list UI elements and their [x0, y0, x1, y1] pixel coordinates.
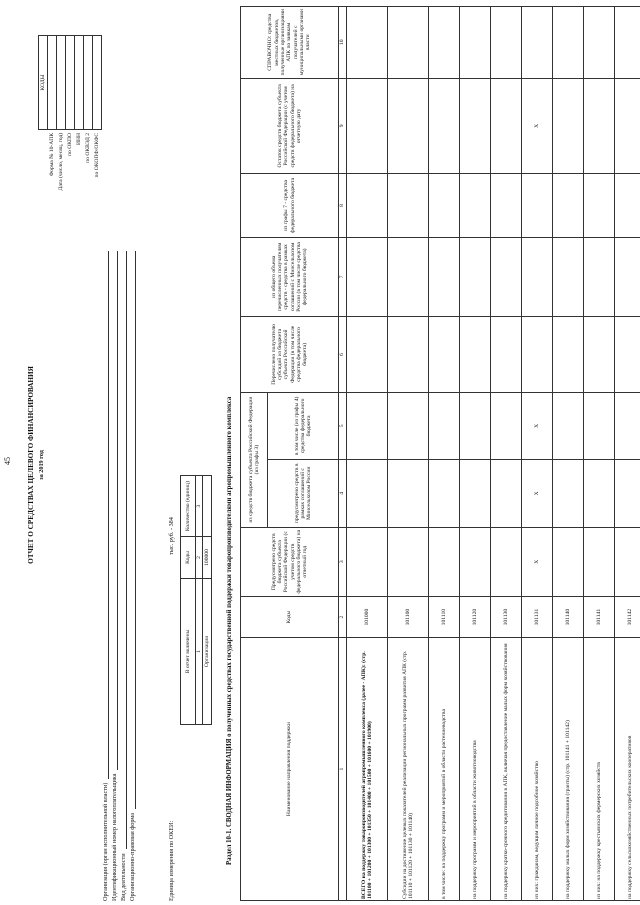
row-col7[interactable] — [388, 237, 429, 317]
org-field-label: Идентификационный номер налогоплательщика — [111, 773, 118, 901]
row-code: 101120 — [460, 596, 491, 637]
column-number: 10 — [339, 7, 347, 79]
row-col8[interactable] — [615, 174, 640, 237]
row-col8[interactable] — [429, 174, 460, 237]
row-col9[interactable] — [615, 78, 640, 174]
codes-row-label: по ОКВЭД 2 — [84, 132, 91, 163]
column-number: 3 — [339, 527, 347, 596]
small-table-num-2: 2 — [196, 537, 203, 579]
row-col5[interactable] — [429, 392, 460, 459]
org-field-label: Вид деятельности — [120, 853, 127, 901]
column-number: 9 — [339, 78, 347, 174]
row-col8[interactable] — [460, 174, 491, 237]
codes-box — [38, 35, 102, 245]
codes-row — [48, 36, 57, 246]
small-table-row-value — [203, 476, 212, 537]
table-row — [347, 7, 388, 901]
row-col8[interactable] — [522, 174, 553, 237]
row-col6[interactable] — [429, 317, 460, 393]
row-code: 101140 — [553, 596, 584, 637]
header-codes: Коды — [241, 596, 339, 637]
row-col4[interactable]: Х — [522, 460, 553, 527]
org-field-row — [127, 251, 136, 901]
column-number: 4 — [339, 460, 347, 527]
column-number: 5 — [339, 392, 347, 459]
row-col8[interactable] — [388, 174, 429, 237]
row-col9[interactable]: Х — [522, 78, 553, 174]
codes-row-value[interactable] — [84, 36, 93, 130]
column-number-row — [339, 7, 347, 901]
small-table-header-1: В отчет включены — [181, 578, 196, 724]
row-col8[interactable] — [491, 174, 522, 237]
codes-row-value[interactable] — [66, 36, 75, 130]
row-col7[interactable] — [491, 237, 522, 317]
row-col5[interactable] — [347, 392, 388, 459]
row-col10[interactable] — [460, 7, 491, 79]
org-field-input-line[interactable] — [110, 251, 118, 770]
table-row — [460, 7, 491, 901]
row-col7[interactable] — [615, 237, 640, 317]
row-name: на поддержку кратко-срочного кредитования в АПК, включая предоставление малых форм хозяйствования — [491, 638, 522, 901]
header-col7: из общего объема перечисленных получателям средств - средства в рамках соглашений с Минсельхозом России (в том числе средства федерального бюджета) — [241, 237, 339, 317]
org-field-input-line[interactable] — [101, 251, 109, 779]
row-col10[interactable] — [388, 7, 429, 79]
codes-row — [57, 36, 66, 246]
row-col10[interactable] — [615, 7, 640, 79]
row-col8[interactable] — [584, 174, 615, 237]
codes-row-value[interactable] — [57, 36, 66, 130]
header-direction: Наименование направления поддержки — [241, 638, 339, 901]
codes-row-label: Форма № 10-АПК — [48, 132, 55, 177]
org-field-row — [109, 251, 118, 901]
table-row — [553, 7, 584, 901]
header-group-col3: из средств бюджета субъекта Российской Федерации (из графы 3) — [241, 392, 268, 527]
row-col6[interactable] — [347, 317, 388, 393]
table-row — [615, 7, 640, 901]
header-col4: предусмотрено средств в рамках соглашений с Минсельхозом России — [268, 460, 339, 527]
row-name: из них: гражданам, ведущим личное подсобное хозяйство — [522, 638, 553, 901]
org-field-input-line[interactable] — [119, 251, 127, 849]
row-col5[interactable] — [491, 392, 522, 459]
row-name: на поддержку программ и мероприятий в области животноводства — [460, 638, 491, 901]
codes-row — [75, 36, 84, 246]
row-col10[interactable] — [522, 7, 553, 79]
row-col4[interactable] — [491, 460, 522, 527]
row-col8[interactable] — [553, 174, 584, 237]
row-code: 101141 — [584, 596, 615, 637]
row-col6[interactable] — [522, 317, 553, 393]
codes-row-label: по ОКПО — [66, 132, 73, 156]
row-code: 101100 — [388, 596, 429, 637]
codes-row-value[interactable] — [48, 36, 57, 130]
row-col9[interactable] — [553, 78, 584, 174]
row-col4[interactable] — [553, 460, 584, 527]
small-table-num-1: 1 — [196, 578, 203, 724]
row-col7[interactable] — [553, 237, 584, 317]
table-row — [522, 7, 553, 901]
organization-fields — [100, 251, 136, 901]
row-col6[interactable] — [460, 317, 491, 393]
row-col4[interactable] — [584, 460, 615, 527]
codes-row-value[interactable] — [75, 36, 84, 130]
row-col9[interactable] — [491, 78, 522, 174]
row-col10[interactable] — [491, 7, 522, 79]
codes-row-label: ИНН — [75, 132, 82, 146]
row-col6[interactable] — [553, 317, 584, 393]
row-col5[interactable] — [584, 392, 615, 459]
row-col4[interactable] — [429, 460, 460, 527]
row-col10[interactable] — [429, 7, 460, 79]
row-col7[interactable] — [429, 237, 460, 317]
row-col4[interactable] — [388, 460, 429, 527]
row-col9[interactable] — [429, 78, 460, 174]
row-col10[interactable] — [347, 7, 388, 79]
row-name: на поддержку сельскохозяйственных потребительских кооперативов — [615, 638, 640, 901]
row-col9[interactable] — [347, 78, 388, 174]
row-col4[interactable] — [615, 460, 640, 527]
row-col8[interactable] — [347, 174, 388, 237]
small-table-header-3: Количество (единиц) — [181, 476, 196, 537]
column-number: 1 — [339, 638, 347, 901]
row-col5[interactable] — [615, 392, 640, 459]
row-col3[interactable] — [460, 527, 491, 596]
row-col3[interactable] — [388, 527, 429, 596]
org-field-label: Организационно-правовая форма — [129, 813, 136, 901]
row-col9[interactable] — [584, 78, 615, 174]
row-col7[interactable] — [460, 237, 491, 317]
row-name: из них: на поддержку крестьянских фермерских хозяйств — [584, 638, 615, 901]
row-col7[interactable] — [522, 237, 553, 317]
row-code: 101110 — [429, 596, 460, 637]
header-col8: из графы 7 - средства федерального бюджета — [241, 174, 339, 237]
row-code: 101131 — [522, 596, 553, 637]
report-period: за 2019 год — [38, 450, 45, 480]
row-col3[interactable] — [553, 527, 584, 596]
small-table-row-name: Организации — [203, 578, 212, 724]
row-col3[interactable] — [491, 527, 522, 596]
page-number: 45 — [3, 457, 12, 465]
row-col3[interactable] — [429, 527, 460, 596]
small-table-num-3: 3 — [196, 476, 203, 537]
header-col5: в том числе (из графы 4) средства федерального бюджета — [268, 392, 339, 459]
row-col6[interactable] — [615, 317, 640, 393]
row-col3[interactable] — [584, 527, 615, 596]
row-name: в том числе: на поддержку программ и мероприятий в области растениеводства — [429, 638, 460, 901]
row-col9[interactable] — [388, 78, 429, 174]
row-col5[interactable] — [388, 392, 429, 459]
report-title: ОТЧЕТ О СРЕДСТВАХ ЦЕЛЕВОГО ФИНАНСИРОВАНИЯ — [27, 366, 35, 564]
row-col10[interactable] — [584, 7, 615, 79]
column-number: 2 — [339, 596, 347, 637]
row-col6[interactable] — [491, 317, 522, 393]
row-col7[interactable] — [347, 237, 388, 317]
column-number: 6 — [339, 317, 347, 393]
row-col6[interactable] — [388, 317, 429, 393]
row-col6[interactable] — [584, 317, 615, 393]
org-field-input-line[interactable] — [128, 251, 136, 809]
row-col5[interactable]: Х — [522, 392, 553, 459]
row-col3[interactable] — [347, 527, 388, 596]
header-col6: Перечислено получателю субсидий из бюджета субъекта Российской Федерации (в том числе средства федерального бюджета) — [241, 317, 339, 393]
row-name: на поддержку малых форм хозяйствования (гранты) (стр. 101141 + 101142) — [553, 638, 584, 901]
codes-row — [93, 36, 102, 246]
support-funds-table — [240, 6, 640, 901]
row-col4[interactable] — [460, 460, 491, 527]
codes-row — [66, 36, 75, 246]
header-col9: Остаток средств бюджета субъекта Российской Федерации (с учетом средств федерального бюджета) на отчетную дату — [241, 78, 339, 174]
header-col10: СПРАВОЧНО: средства местных бюджетов, полученные организациями АПК по заявкам получателей с муниципальными органами власти — [241, 7, 339, 79]
row-col7[interactable] — [584, 237, 615, 317]
table-row — [429, 7, 460, 901]
codes-row-label: Дата (число, месяц, год) — [57, 132, 64, 191]
codes-row-label: по ОКОПФ/ОКФС — [93, 132, 100, 178]
small-table-header-2: Коды — [181, 537, 196, 579]
org-field-label: Организация (орган исполнительной власти) — [102, 782, 109, 901]
column-number: 7 — [339, 237, 347, 317]
row-code: 101142 — [615, 596, 640, 637]
table-row — [584, 7, 615, 901]
section-title: Раздел 10-1. СВОДНАЯ ИНФОРМАЦИЯ о полученных средствах государственной поддержки товаропроизводителями агропромышленного комплекса — [226, 396, 233, 865]
table-row — [491, 7, 522, 901]
table-row — [388, 7, 429, 901]
row-col9[interactable] — [460, 78, 491, 174]
org-field-row — [100, 251, 109, 901]
row-name: ВСЕГО на поддержку товаропроизводителей агропромышленного комплекса (далее - АПК): (стр. 101100 + 101200 + 101300 + 101350 + 101400 + 101500 + 101600 + 101900) — [347, 638, 388, 901]
row-code: 101000 — [347, 596, 388, 637]
row-col5[interactable] — [553, 392, 584, 459]
row-col3[interactable]: Х — [522, 527, 553, 596]
codes-row — [84, 36, 93, 246]
codes-row-value[interactable] — [93, 36, 102, 130]
codes-header: КОДЫ — [39, 36, 48, 130]
header-planned: Предусмотрено средств бюджета субъекта Российской Федерации (с учетом средств федерального бюджета) на отчетный год — [241, 527, 339, 596]
unit-label: Единица измерения по ОКЕИ: — [168, 820, 175, 901]
row-col3[interactable] — [615, 527, 640, 596]
small-table-row-code: 100000 — [203, 537, 212, 579]
row-col4[interactable] — [347, 460, 388, 527]
included-orgs-table — [180, 475, 212, 725]
org-field-row — [118, 251, 127, 901]
row-name: Субсидии на достижение целевых показателей реализации региональных программ развития АПК (стр. 101110 + 101120 + 101130 + 101140) — [388, 638, 429, 901]
row-col5[interactable] — [460, 392, 491, 459]
row-col10[interactable] — [553, 7, 584, 79]
row-code: 101130 — [491, 596, 522, 637]
unit-value: тыс. руб. - 384 — [168, 517, 175, 555]
column-number: 8 — [339, 174, 347, 237]
